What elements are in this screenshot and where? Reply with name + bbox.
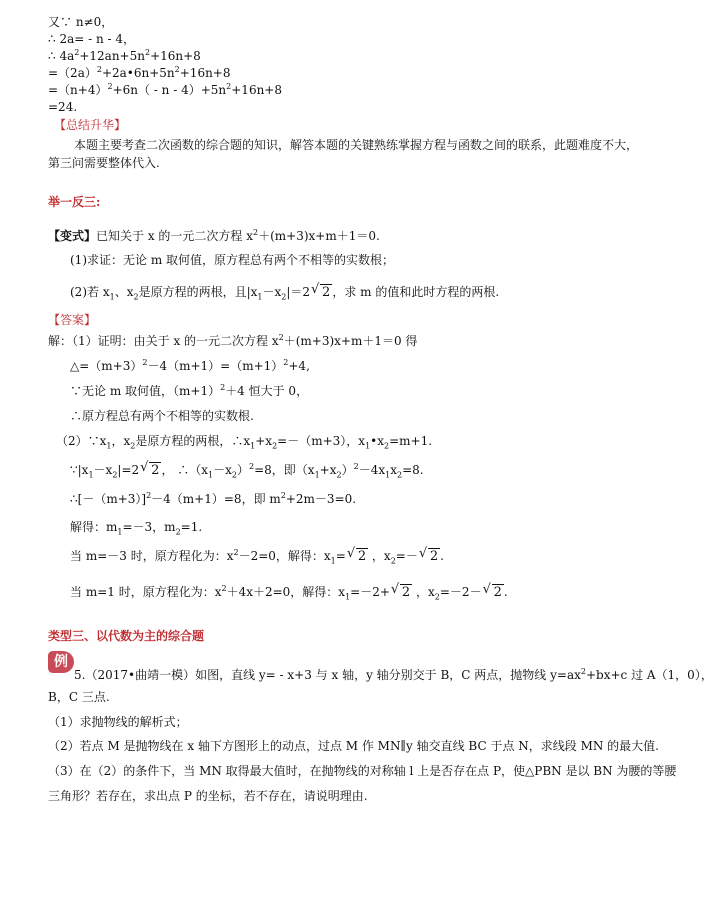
- example-question-1: （1）求抛物线的解析式；: [48, 715, 188, 729]
- derivation-line-6: =24.: [48, 100, 78, 114]
- answer-part2-line-5: 当 m=－3 时，原方程化为：$x^2-2=0$，解得：$x_1=$ √ 2 ，$x_2=-$ √ 2 .: [70, 546, 444, 566]
- example-line-2: B，C 三点.: [48, 690, 110, 704]
- sqrt-symbol: √ 2: [418, 546, 439, 564]
- sqrt-symbol: √ 2: [346, 546, 367, 564]
- answer-part2-line-3: $\therefore[-(m+3)]^2-4(m+1)=8$，即 $m^2+2m-3=0$.: [70, 491, 357, 506]
- summary-paragraph-line-2: 第三问需要整体代入.: [48, 156, 160, 170]
- derivation-line-5: $=(n+4)^2+6n( - n - 4)+5n^2+16n+8$: [48, 82, 282, 97]
- sqrt-symbol: √ 2: [390, 582, 411, 600]
- sqrt-symbol: √ 2: [140, 460, 160, 478]
- derivation-line-3: ∴ $4a^2+12an+5n^2+16n+8$: [48, 48, 201, 63]
- example-question-3-line-2: 三角形？若存在，求出点 P 的坐标，若不存在，请说明理由.: [48, 789, 368, 803]
- variant-tag: 【变式】: [48, 229, 97, 243]
- type3-heading: 类型三、以代数为主的综合题: [48, 629, 205, 643]
- summary-heading: 【总结升华】: [54, 118, 127, 132]
- example-question-3-line-1: （3）在（2）的条件下，当 MN 取得最大值时，在抛物线的对称轴 l 上是否存在点 P，使△PBN 是以 BN 为腰的等腰: [48, 764, 677, 778]
- answer-line-2: $\triangle=(m+3)^2-4(m+1)=(m+1)^2+4$,: [70, 358, 310, 373]
- practice-heading: 举一反三:: [48, 195, 101, 209]
- sqrt-symbol: √ 2: [482, 582, 502, 600]
- example-badge: 例: [48, 651, 74, 673]
- derivation-line-4: $=(2a)^2+2a•6n+5n^2+16n+8$: [48, 65, 231, 80]
- example-question-2: （2）若点 M 是抛物线在 x 轴下方图形上的动点，过点 M 作 MN∥y 轴交直线 BC 于点 N，求线段 MN 的最大值.: [48, 739, 660, 753]
- summary-paragraph-line-1: 本题主要考查二次函数的综合题的知识，解答本题的关键熟练掌握方程与函数之间的联系，此题难度不大，: [74, 138, 639, 152]
- answer-part2-line-2: $\because|x_1-x_2|=2$ √ 2 ， $\therefore(x_1-x_2)^2=8$，即$(x_1+x_2)^2-4x_1x_2=8$.: [70, 460, 424, 480]
- sqrt-symbol: √ 2: [311, 282, 331, 300]
- answer-line-3: ∵无论 m 取何值，$(m+1)^2+4$ 恒大于 0，: [70, 383, 309, 398]
- variant-question: 【变式】已知关于 x 的一元二次方程 $x^2+(m+3)x+m+1=0$.: [48, 228, 380, 243]
- variant-subquestion-1: (1)求证：无论 m 取何值，原方程总有两个不相等的实数根；: [70, 253, 395, 267]
- answer-line-4: ∴原方程总有两个不相等的实数根.: [70, 409, 254, 423]
- derivation-line-2: ∴ 2a= - n - 4，: [48, 32, 136, 46]
- variant-subquestion-2: (2)若 $x_1$、$x_2$是原方程的两根，且$|x_1-x_2|=2$ √ 2 ，求 m 的值和此时方程的两根.: [70, 282, 500, 302]
- answer-part2-line-6: 当 m=1 时，原方程化为：$x^2+4x+2=0$，解得：$x_1=-2+$ √ 2 ，$x_2=-2-$ √ 2 .: [70, 582, 508, 602]
- example-line-1: 5.（2017•曲靖一模）如图，直线 y= - x+3 与 x 轴，y 轴分别交于 B，C 两点，抛物线 $y=ax^2+bx+c$ 过 A（1，0），: [74, 667, 713, 682]
- answer-part2-line-4: 解得：$m_1=-3$，$m_2=1$.: [70, 520, 203, 537]
- answer-heading: 【答案】: [48, 313, 97, 327]
- answer-part2-line-1: $(2)\because x_1$，$x_2$是原方程的两根，$\therefore x_1+x_2=-(m+3)$，$x_1•x_2=m+1$.: [56, 434, 433, 451]
- derivation-line-1: 又∵ n≠0，: [48, 15, 114, 29]
- answer-line-1: 解：（1）证明：由关于 x 的一元二次方程 $x^2+(m+3)x+m+1=0$ 得: [48, 333, 418, 348]
